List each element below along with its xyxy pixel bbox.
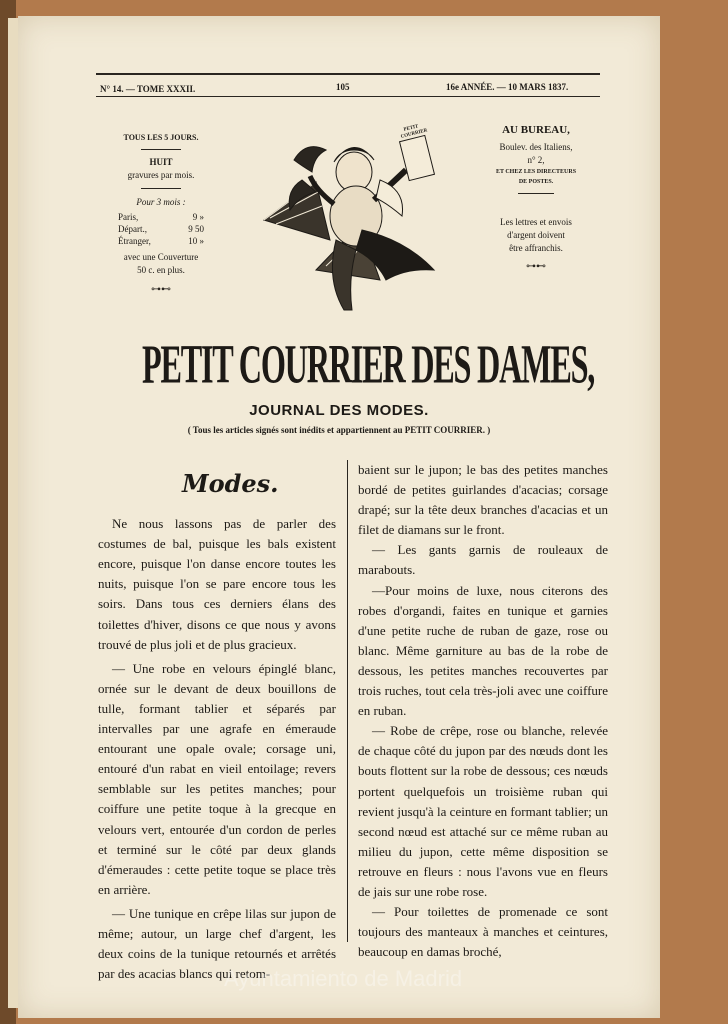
letters-line-1: Les lettres et envois	[500, 217, 572, 227]
engravings-text: gravures par mois.	[127, 170, 195, 180]
letters-line-2: d'argent doivent	[507, 230, 565, 240]
office-also-1: ET CHEZ LES DIRECTEURS	[495, 169, 577, 175]
letters-line-3: être affranchis.	[509, 243, 563, 253]
office-address-2: n° 2,	[527, 155, 545, 165]
letter-text: PETIT COURRIER	[400, 124, 428, 140]
price-table	[118, 211, 204, 247]
divider	[141, 149, 181, 150]
price-row: Étranger, 10 »	[118, 236, 204, 246]
newspaper-page	[18, 16, 660, 1018]
ornament-icon: ⊶⊷	[526, 261, 546, 272]
column-divider	[347, 460, 348, 942]
cover-line-2: 50 c. en plus.	[137, 265, 185, 275]
paragraph: — Une robe en velours épinglé blanc, ornée sur le devant de deux bouillons de tulle, formant tablier et séparés par intervalles par une agrafe en émeraude entourant une opale ovale; corsage uni, entouré d'un rabat en vieil entoilage; revers semblable sur les petites manches; pour coiffure une petite toque à la grecque en velours vert, entourée d'un cordon de perles et terminé sur le côté par deux glands d'émeraudes : cette petite toque se place très en arrière.	[98, 660, 336, 897]
paragraph: — Robe de crêpe, rose ou blanche, relevée de chaque côté du jupon par des nœuds dont les bouts flottent sur la robe de dessous; ces nœuds portent quelquefois un troisième ruban qui revient jusqu'à la ceinture en formant tablier; un second nœud est attaché sur ce même ruban au milieu du jupon, cette même disposition se retrouve en fleurs : nous l'avons vue en fleurs de jais sur une robe rose.	[358, 723, 608, 899]
article-right-column	[358, 460, 608, 962]
frequency: TOUS LES 5 JOURS.	[123, 133, 199, 142]
issue-date: 16e ANNÉE. — 10 MARS 1837.	[446, 82, 569, 92]
divider	[518, 193, 554, 194]
office-address-1: Boulev. des Italiens,	[499, 142, 573, 152]
divider	[141, 188, 181, 189]
cover-line-1: avec une Couverture	[123, 252, 199, 262]
engravings-count: HUIT	[149, 157, 173, 167]
office-box	[474, 124, 598, 273]
cherub-with-fans-icon	[256, 120, 442, 320]
header-rule-top	[96, 73, 600, 75]
office-title: AU BUREAU,	[502, 124, 570, 136]
section-heading: Modes.	[182, 469, 279, 498]
paragraph: Ne nous lassons pas de parler des costumes de bal, puisque les bals existent encore, puisque l'on danse encore toutes les nuits, puisque l'on se pare encore tous les soirs. Dans tous ces derniers élans des toilettes d'hiver, disons ce que nous y avons trouvé de plus joli et de plus gracieux.	[98, 516, 336, 652]
article-left-column	[98, 469, 336, 984]
paragraph: — Une tunique en crêpe lilas sur jupon de même; autour, un large chef d'argent, les deux coins de la tunique retournés et arrêtés par des acacias blancs qui retom-	[98, 905, 336, 982]
issue-number: N° 14. — TOME XXXII.	[100, 84, 196, 94]
header-rule-bottom	[96, 96, 600, 97]
subscription-period: Pour 3 mois :	[136, 197, 186, 207]
paragraph: — Les gants garnis de rouleaux de marabouts.	[358, 542, 608, 578]
masthead-subtitle: JOURNAL DES MODES.	[249, 402, 429, 419]
paragraph: —Pour moins de luxe, nous citerons des robes d'organdi, faites en tunique et garnies d'une petite ruche de ruban de gaze, rose ou blanc. Même garniture au bas de la robe de dessous, les petites manches recouvertes par trois ruches, tout cela très-joli avec une coiffure en ruban.	[358, 582, 608, 719]
masthead-title: PETIT COURRIER DES DAMES,	[142, 335, 595, 395]
ornament-icon: ⊶⊷	[151, 284, 171, 295]
price-row: Paris, 9 »	[118, 212, 204, 222]
office-also-2: DE POSTES.	[518, 179, 554, 185]
page-number: 105	[336, 82, 350, 92]
subscription-box	[108, 131, 214, 296]
masthead-note: ( Tous les articles signés sont inédits et appartiennent au PETIT COURRIER. )	[187, 425, 491, 435]
price-row: Départ., 9 50	[118, 224, 204, 234]
watermark: Ayuntamiento de Madrid	[224, 966, 463, 991]
paragraph: baient sur le jupon; le bas des petites manches bordé de petites guirlandes d'acacias; corsage drapé; sur la tête deux branches d'acacias et un filet de diamans sur le front.	[358, 462, 608, 538]
paragraph: — Pour toilettes de promenade ce sont toujours des manteaux à manches et ceintures, beaucoup en damas broché,	[358, 904, 608, 960]
